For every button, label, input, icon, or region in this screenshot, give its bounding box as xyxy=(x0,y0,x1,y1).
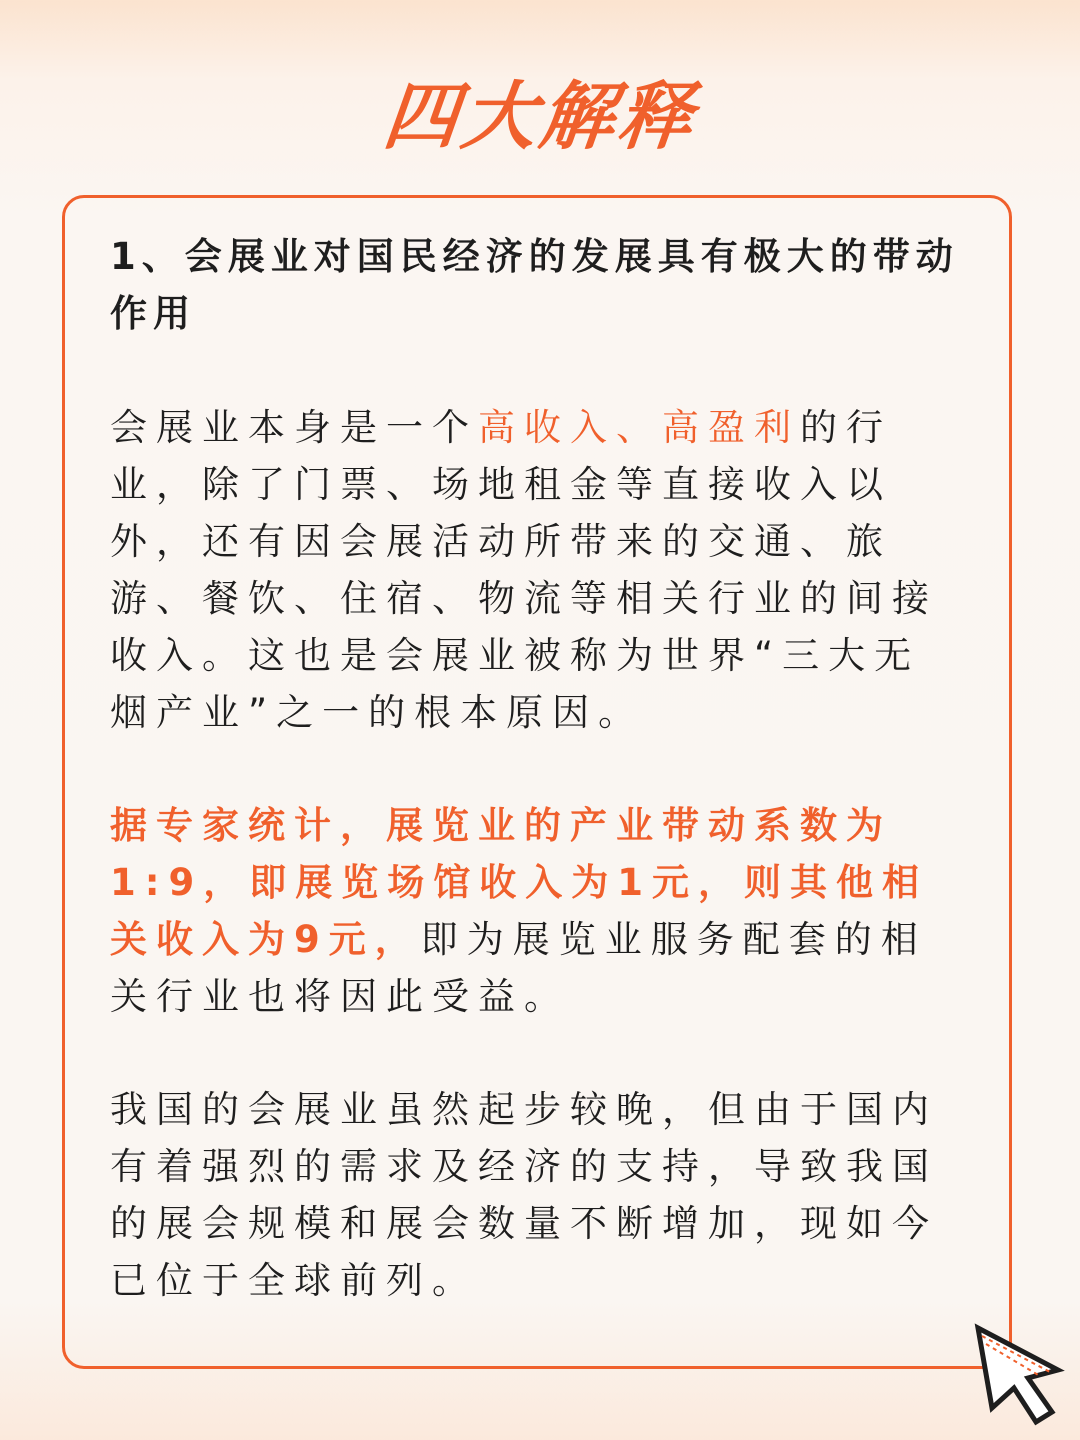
paragraph-2-text-after: 即为展览业服务配套的相关行业也将因此受益。 xyxy=(110,918,927,1018)
paragraph-1-text-before: 会展业本身是一个 xyxy=(110,406,478,449)
paragraph-1-highlight: 高收入、高盈利 xyxy=(478,406,800,449)
paragraph-1-text-after: 的行业，除了门票、场地租金等直接收入以外，还有因会展活动所带来的交通、旅游、餐饮、住宿、物流等相关行业的间接收入。这也是会展业被称为世界“三大无烟产业”之一的根本原因。 xyxy=(110,406,938,734)
cursor-icon xyxy=(970,1320,1070,1430)
section-heading: 1、会展业对国民经济的发展具有极大的带动作用 xyxy=(110,235,959,335)
paragraph-2-highlight: 据专家统计，展览业的产业带动系数为1:9，即展览场馆收入为1元，则其他相关收入为9元， xyxy=(110,804,929,961)
paragraph-1 xyxy=(110,399,960,741)
content-body xyxy=(110,228,960,1309)
page-title: 四大解释 xyxy=(379,74,701,160)
paragraph-2 xyxy=(110,797,960,1025)
paragraph-3: 我国的会展业虽然起步较晚，但由于国内有着强烈的需求及经济的支持，导致我国的展会规模和展会数量不断增加，现如今已位于全球前列。 xyxy=(110,1088,938,1302)
